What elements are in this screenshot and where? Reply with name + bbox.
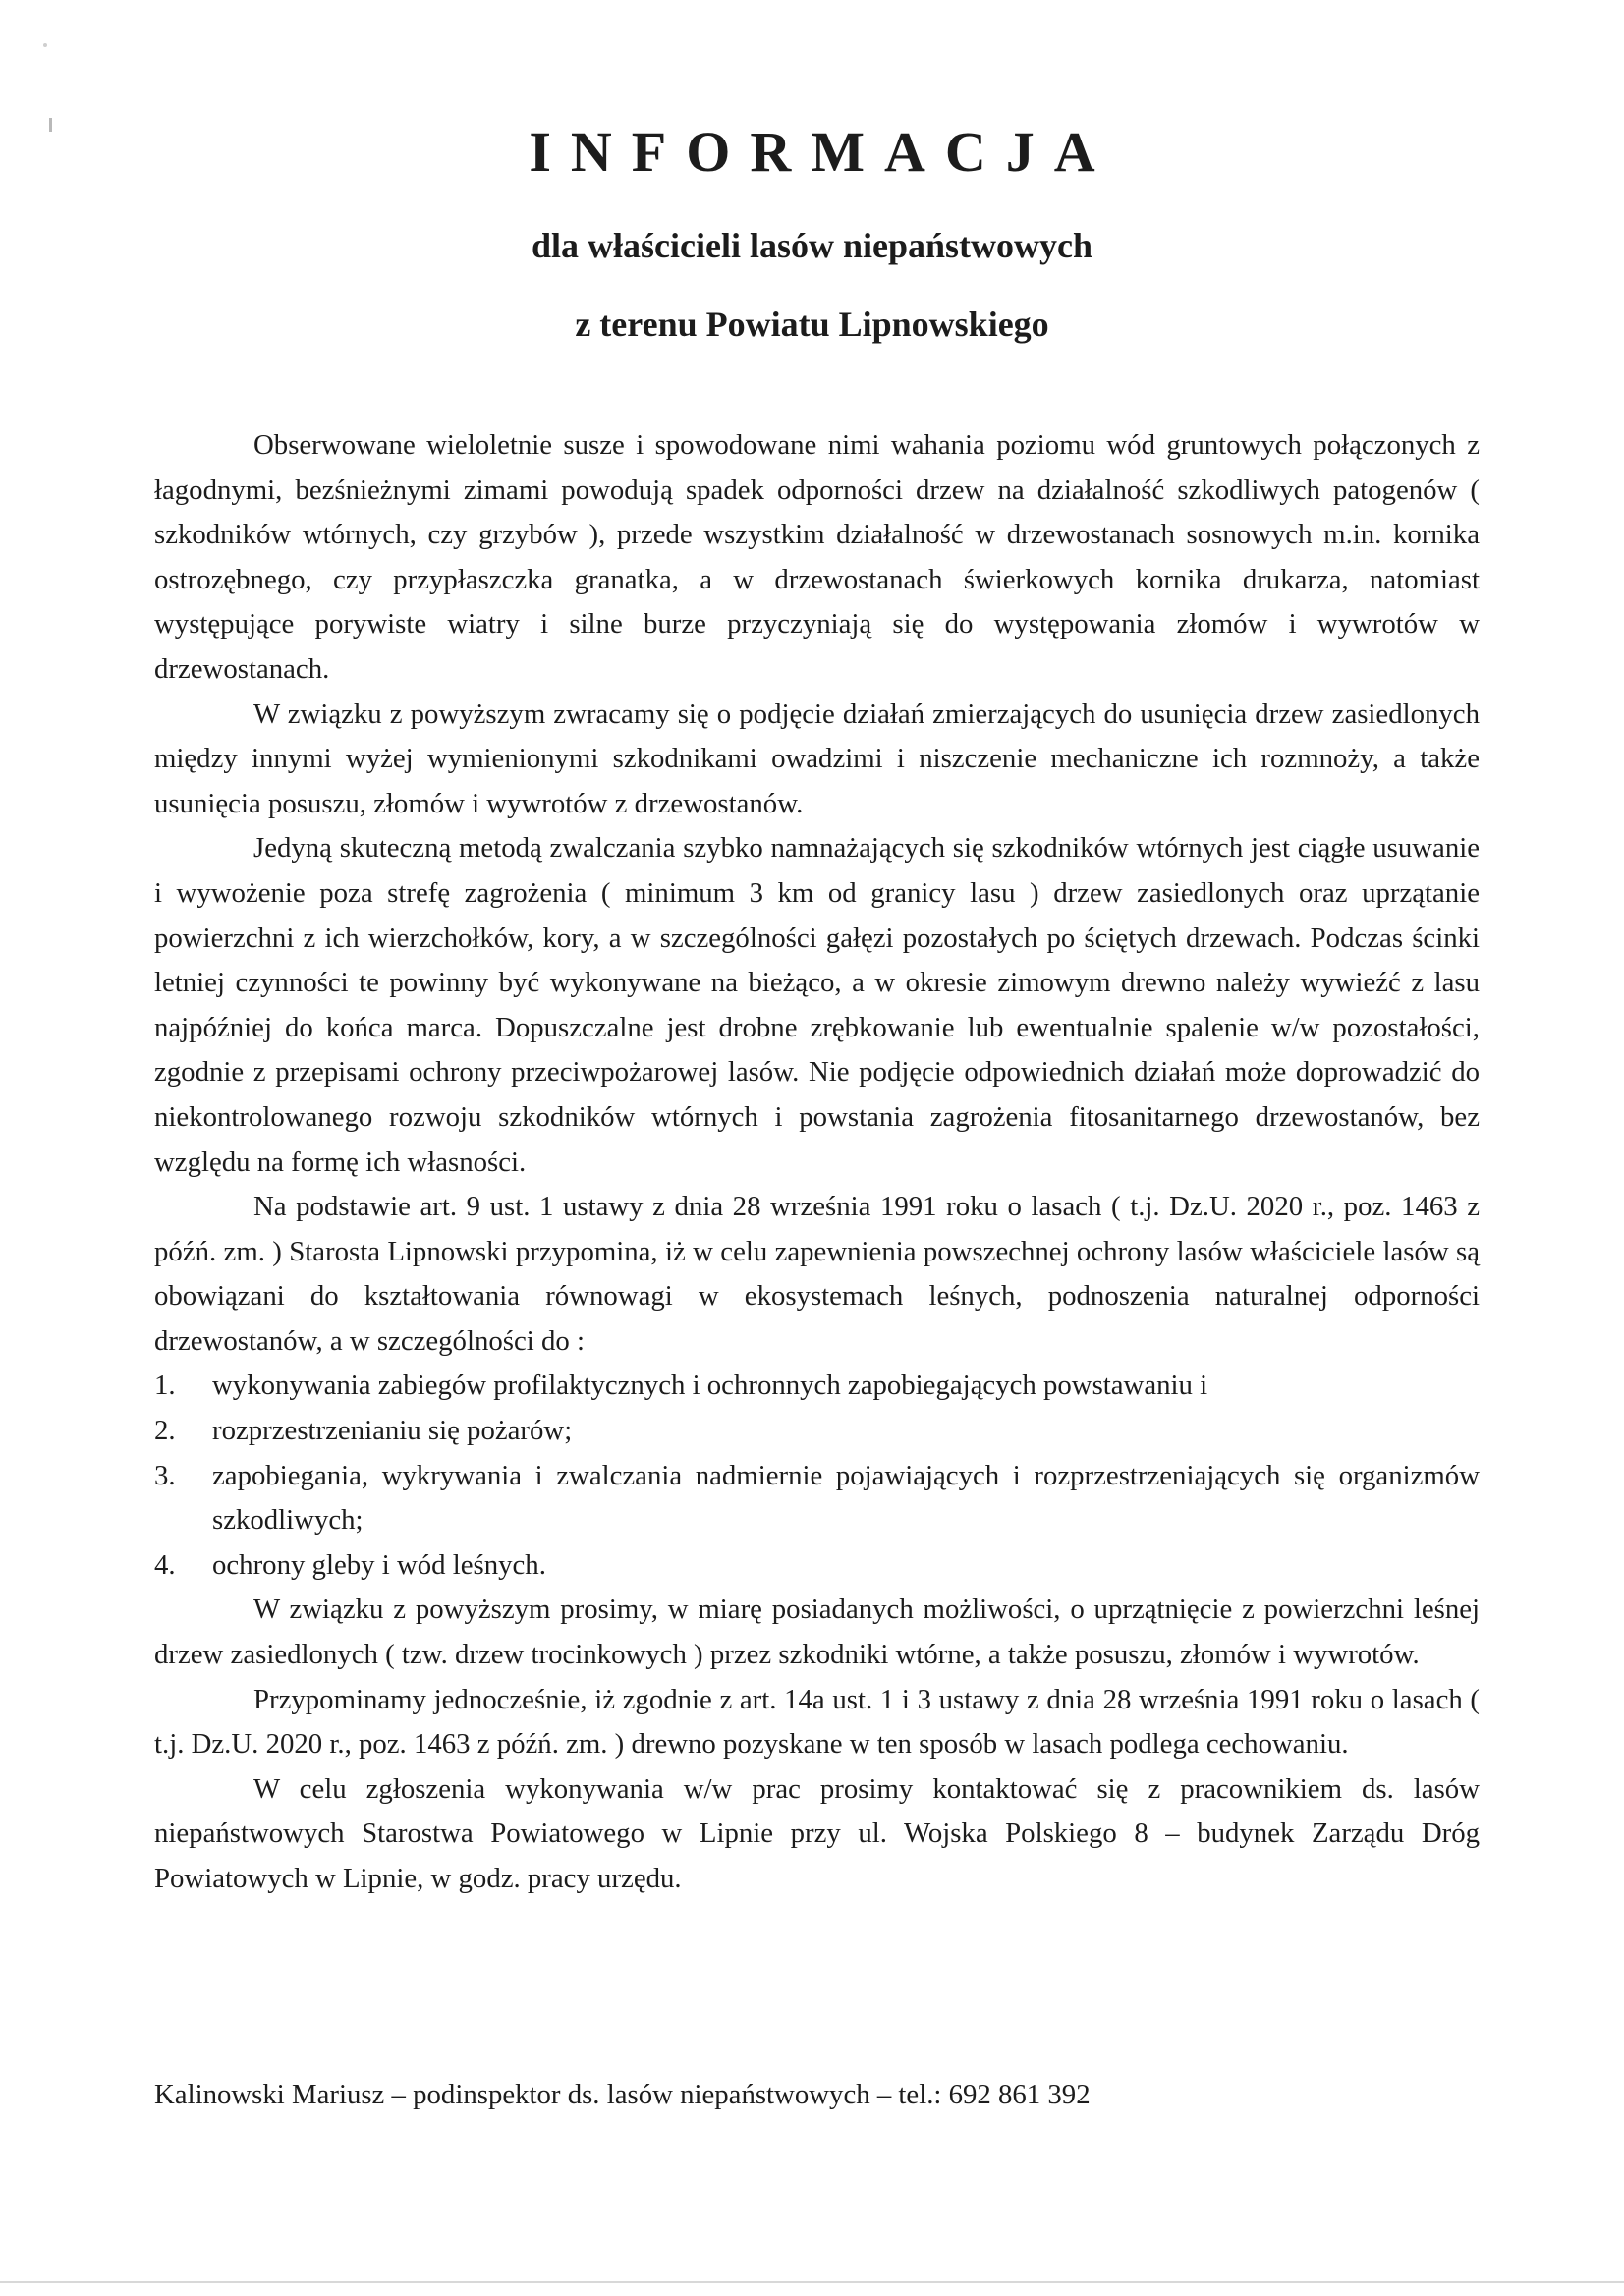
document-subtitle-line-1: dla właścicieli lasów niepaństwowych — [531, 226, 1093, 265]
paragraph-contact-instructions: W celu zgłoszenia wykonywania w/w prac prosimy kontaktować się z pracownikiem ds. lasów niepaństwowych Starostwa Powiatowego w Lipnie przy ul. Wojska Polskiego 8 – budynek Zarządu Dróg Powiatowych w Lipnie, w godz. pracy urzędu. — [154, 1772, 1480, 1894]
document-body — [154, 423, 1480, 1902]
document-title: INFORMACJA — [529, 120, 1115, 184]
list-item — [154, 1364, 1480, 1409]
scan-bottom-edge — [0, 2281, 1624, 2283]
list-item-number: 1. — [154, 1370, 176, 1402]
paragraph-cleanup-request: W związku z powyższym prosimy, w miarę posiadanych możliwości, o uprzątnięcie z powierzchni leśnej drzew zasiedlonych ( tzw. drzew trocinkowych ) przez szkodniki wtórne, a także posuszu, złomów i wywrotów. — [154, 1594, 1480, 1671]
list-item — [154, 1454, 1480, 1543]
list-item-number: 3. — [154, 1459, 176, 1491]
list-item-text: ochrony gleby i wód leśnych. — [212, 1548, 546, 1581]
list-item-text: rozprzestrzenianiu się pożarów; — [212, 1415, 573, 1447]
list-item — [154, 1409, 1480, 1454]
list-item-text: wykonywania zabiegów profilaktycznych i ochronnych zapobiegających powstawaniu i — [212, 1370, 1208, 1402]
list-item — [154, 1543, 1480, 1589]
list-item-text: zapobiegania, wykrywania i zwalczania nadmiernie pojawiających i rozprzestrzeniających się organizmów szkodliwych; — [212, 1459, 1480, 1537]
contact-line: Kalinowski Mariusz – podinspektor ds. lasów niepaństwowych – tel.: 692 861 392 — [154, 2079, 1091, 2110]
paragraph-legal-basis: Na podstawie art. 9 ust. 1 ustawy z dnia 28 września 1991 roku o lasach ( t.j. Dz.U. 2020 r., poz. 1463 z późń. zm. ) Starosta Lipnowski przypomina, iż w celu zapewnienia powszechnej ochrony lasów właściciele lasów są obowiązani do kształtowania równowagi w ekosystemach leśnych, podnoszenia naturalnej odporności drzewostanów, a w szczególności do : — [154, 1191, 1480, 1357]
list-item-number: 4. — [154, 1548, 176, 1581]
obligations-list — [154, 1364, 1480, 1588]
document-subtitle-line-2: z terenu Powiatu Lipnowskiego — [575, 305, 1049, 344]
paragraph-request: W związku z powyższym zwracamy się o podjęcie działań zmierzających do usunięcia drzew zasiedlonych między innymi wyżej wymienionymi szkodnikami owadzimi i niszczenie mechaniczne ich rozmnoży, a także usunięcia posuszu, złomów i wywrotów z drzewostanów. — [154, 698, 1480, 819]
paragraph-method: Jedyną skuteczną metodą zwalczania szybko namnażających się szkodników wtórnych jest ciągłe usuwanie i wywożenie poza strefę zagrożenia ( minimum 3 km od granicy lasu ) drzew zasiedlonych oraz uprzątanie powierzchni z ich wierzchołków, kory, a w szczególności gałęzi pozostałych po ściętych drzewach. Podczas ścinki letniej czynności te powinny być wykonywane na bieżąco, a w okresie zimowym drewno należy wywieźć z lasu najpóźniej do końca marca. Dopuszczalne jest drobne zrębkowanie lub ewentualnie spalenie w/w pozostałości, zgodnie z przepisami ochrony przeciwpożarowej lasów. Nie podjęcie odpowiednich działań może doprowadzić do niekontrolowanego rozwoju szkodników wtórnych i powstania zagrożenia fitosanitarnego drzewostanów, bez względu na formę ich własności. — [154, 832, 1480, 1178]
paragraph-marking-reminder: Przypominamy jednocześnie, iż zgodnie z art. 14a ust. 1 i 3 ustawy z dnia 28 września 1991 roku o lasach ( t.j. Dz.U. 2020 r., poz. 1463 z późń. zm. ) drewno pozyskane w ten sposób w lasach podlega cechowaniu. — [154, 1683, 1480, 1761]
paragraph-drought: Obserwowane wieloletnie susze i spowodowane nimi wahania poziomu wód gruntowych połączonych z łagodnymi, bezśnieżnymi zimami powodują spadek odporności drzew na działalność szkodliwych patogenów ( szkodników wtórnych, czy grzybów ), przede wszystkim działalność w drzewostanach sosnowych m.in. kornika ostrozębnego, czy przypłaszczka granatka, a w drzewostanach świerkowych kornika drukarza, natomiast występujące porywiste wiatry i silne burze przyczyniają się do występowania złomów i wywrotów w drzewostanach. — [154, 429, 1480, 685]
list-item-number: 2. — [154, 1415, 176, 1447]
scan-speck — [43, 43, 47, 47]
